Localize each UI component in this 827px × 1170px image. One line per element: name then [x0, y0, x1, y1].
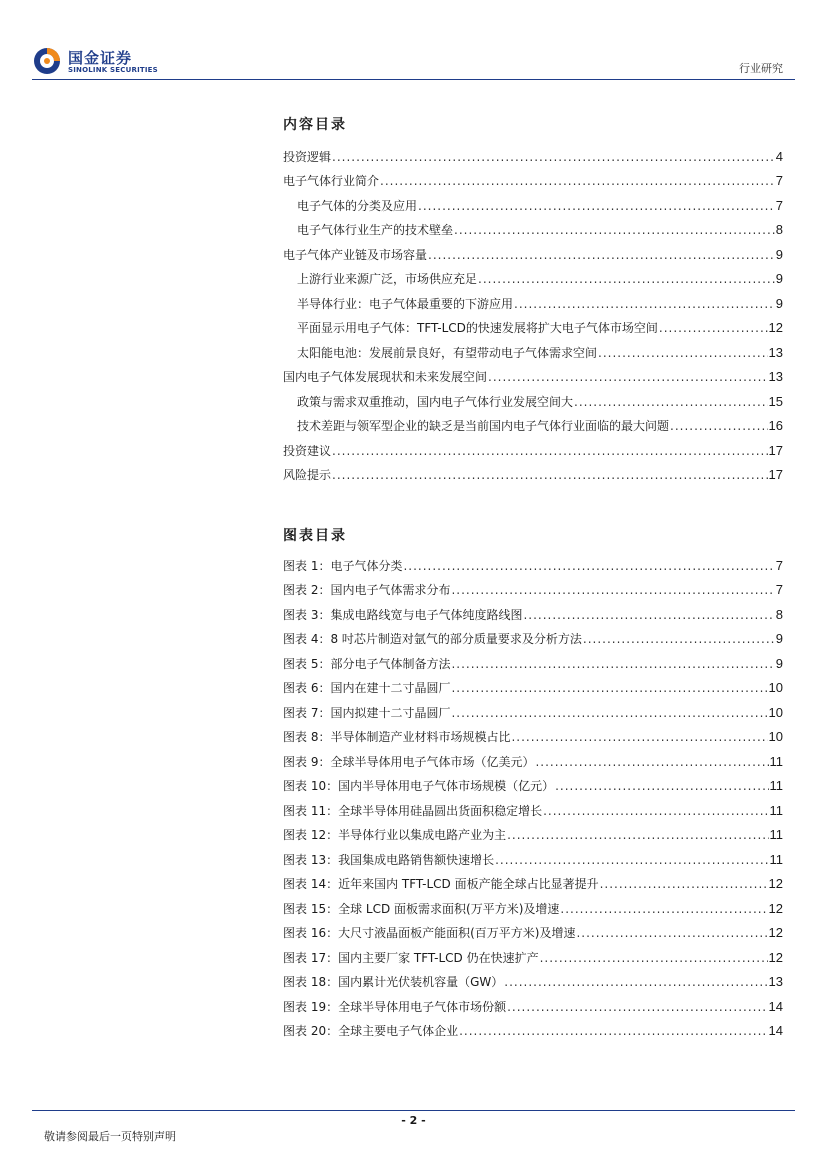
figure-entry-label: 图表 9：全球半导体用电子气体市场（亿美元）	[283, 754, 535, 769]
figure-entry-page: 12	[768, 925, 783, 940]
figure-entry[interactable]	[283, 917, 783, 942]
contents-entry-page: 8	[775, 222, 783, 237]
figures-title: 图表目录	[283, 528, 347, 544]
dot-leader	[555, 778, 768, 794]
contents-entry-label: 上游行业来源广泛，市场供应充足	[297, 272, 478, 286]
figure-entry-label: 图表 19：全球半导体用电子气体市场份额	[283, 999, 507, 1014]
dot-leader	[511, 729, 767, 745]
dot-leader	[670, 418, 768, 434]
figure-entry-label: 图表 4：8 吋芯片制造对氩气的部分质量要求及分析方法	[283, 632, 582, 646]
contents-entry[interactable]	[283, 140, 783, 165]
contents-entry-page: 16	[768, 418, 783, 433]
contents-entry-label: 技术差距与领军型企业的缺乏是当前国内电子气体行业面临的最大问题	[297, 419, 670, 433]
contents-entry-label: 平面显示用电子气体：TFT-LCD的快速发展将扩大电子气体市场空间	[297, 321, 658, 335]
dot-leader	[583, 631, 775, 647]
figure-entry[interactable]	[283, 770, 783, 795]
dot-leader	[332, 149, 775, 165]
figure-entry[interactable]	[283, 574, 783, 599]
figure-entry-label: 图表 17：国内主要厂家 TFT-LCD 仍在快速扩产	[283, 950, 539, 965]
figure-entry[interactable]	[283, 819, 783, 844]
contents-entry-label: 电子气体行业生产的技术壁垒	[297, 223, 454, 237]
figure-entry[interactable]	[283, 892, 783, 917]
figure-entry[interactable]	[283, 966, 783, 991]
dot-leader	[332, 443, 768, 459]
dot-leader	[598, 345, 768, 361]
dot-leader	[418, 198, 775, 214]
figure-entry-label: 图表 14：近年来国内 TFT-LCD 面板产能全球占比显著提升	[283, 877, 599, 891]
contents-entry[interactable]	[283, 434, 783, 459]
dot-leader	[543, 803, 768, 819]
company-logo	[32, 46, 162, 80]
figure-entry-label: 图表 18：国内累计光伏装机容量（GW）	[283, 975, 504, 989]
contents-entry-page: 9	[775, 246, 783, 262]
contents-entry[interactable]	[283, 459, 783, 484]
dot-leader	[451, 582, 774, 598]
figure-entry-label: 图表 8：半导体制造产业材料市场规模占比	[283, 730, 511, 744]
figure-entry[interactable]	[283, 868, 783, 893]
dot-leader	[478, 271, 775, 287]
contents-entry-page: 9	[775, 295, 783, 311]
contents-list	[283, 140, 783, 483]
contents-entry-label: 政策与需求双重推动，国内电子气体行业发展空间大	[297, 394, 574, 409]
figure-entry[interactable]	[283, 672, 783, 697]
dot-leader	[428, 247, 775, 263]
contents-entry[interactable]	[283, 238, 783, 263]
dot-leader	[380, 173, 775, 189]
dot-leader	[576, 925, 767, 941]
contents-entry-page: 13	[768, 344, 783, 360]
contents-entry-page: 12	[768, 320, 783, 335]
figure-entry-page: 7	[775, 582, 783, 597]
contents-entry[interactable]	[283, 312, 783, 337]
dot-leader	[523, 607, 774, 623]
page-header	[0, 0, 827, 82]
figure-entry[interactable]	[283, 696, 783, 721]
figure-entry-label: 图表 16：大尺寸液晶面板产能面积(百万平方米)及增速	[283, 926, 576, 940]
figure-entry[interactable]	[283, 941, 783, 966]
dot-leader	[504, 974, 767, 990]
figure-entry[interactable]	[283, 623, 783, 648]
contents-entry[interactable]	[283, 214, 783, 239]
figure-entry[interactable]	[283, 745, 783, 770]
header-divider	[32, 79, 795, 80]
contents-entry-label: 太阳能电池：发展前景良好，有望带动电子气体需求空间	[297, 345, 598, 360]
figure-entry-page: 10	[768, 680, 783, 695]
contents-entry-page: 4	[775, 148, 783, 164]
dot-leader	[451, 656, 774, 672]
figure-entry-label: 图表 15：全球 LCD 面板需求面积(万平方米)及增速	[283, 901, 560, 916]
figure-entry-label: 图表 6：国内在建十二寸晶圆厂	[283, 681, 451, 695]
figure-entry-page: 10	[768, 704, 783, 720]
contents-entry[interactable]	[283, 263, 783, 288]
figure-entry-page: 12	[768, 876, 783, 891]
contents-entry-page: 15	[768, 393, 783, 409]
contents-entry[interactable]	[283, 385, 783, 410]
sinolink-logo-icon	[32, 46, 62, 76]
figure-entry-label: 图表 12：半导体行业以集成电路产业为主	[283, 828, 507, 842]
dot-leader	[495, 852, 768, 868]
figure-entry-label: 图表 2：国内电子气体需求分布	[283, 583, 451, 597]
figure-entry-page: 13	[768, 974, 783, 989]
contents-entry[interactable]	[283, 361, 783, 386]
figure-entry-label: 图表 5：部分电子气体制备方法	[283, 656, 451, 671]
figure-entry[interactable]	[283, 598, 783, 623]
figure-entry-label: 图表 7：国内拟建十二寸晶圆厂	[283, 705, 451, 720]
contents-entry-label: 风险提示	[283, 468, 332, 482]
dot-leader	[507, 827, 768, 843]
figure-entry-page: 11	[769, 802, 783, 818]
figure-entry-page: 7	[775, 557, 783, 573]
figure-entry-label: 图表 20：全球主要电子气体企业	[283, 1024, 459, 1038]
figure-entry-label: 图表 3：集成电路线宽与电子气体纯度路线图	[283, 607, 523, 622]
contents-entry[interactable]	[283, 189, 783, 214]
figure-entry-page: 12	[768, 949, 783, 965]
dot-leader	[560, 901, 767, 917]
figures-list	[283, 549, 783, 1039]
figure-entry[interactable]	[283, 794, 783, 819]
disclaimer-note: 敬请参阅最后一页特别声明	[44, 1130, 176, 1143]
figure-entry-page: 11	[769, 827, 783, 842]
figure-entry-page: 9	[775, 655, 783, 671]
dot-leader	[514, 296, 775, 312]
figure-entry-label: 图表 13：我国集成电路销售额快速增长	[283, 852, 495, 867]
contents-entry[interactable]	[283, 336, 783, 361]
report-category: 行业研究	[739, 62, 783, 75]
dot-leader	[507, 999, 767, 1015]
dot-leader	[459, 1023, 767, 1039]
figure-entry-page: 11	[769, 753, 783, 769]
brand-name-en: SINOLINK SECURITIES	[68, 66, 158, 74]
page-number: - 2 -	[401, 1114, 426, 1127]
figure-entry-page: 11	[769, 778, 783, 793]
contents-title: 内容目录	[283, 117, 347, 133]
footer-divider	[32, 1110, 795, 1111]
figure-entry-page: 9	[775, 631, 783, 646]
figure-entry-label: 图表 10：国内半导体用电子气体市场规模（亿元）	[283, 779, 555, 793]
dot-leader	[451, 705, 767, 721]
contents-entry-page: 7	[775, 197, 783, 213]
contents-entry-page: 17	[768, 467, 783, 482]
contents-entry-label: 半导体行业：电子气体最重要的下游应用	[297, 296, 514, 311]
contents-entry-page: 13	[768, 369, 783, 384]
contents-entry-label: 投资建议	[283, 443, 332, 458]
contents-entry-label: 投资逻辑	[283, 149, 332, 164]
contents-entry-label: 电子气体行业简介	[283, 174, 380, 188]
figure-entry[interactable]	[283, 647, 783, 672]
contents-entry[interactable]	[283, 165, 783, 190]
contents-entry-label: 国内电子气体发展现状和未来发展空间	[283, 370, 488, 384]
dot-leader	[451, 680, 767, 696]
contents-entry-page: 7	[775, 173, 783, 188]
dot-leader	[574, 394, 768, 410]
contents-entry[interactable]	[283, 410, 783, 435]
dot-leader	[332, 467, 768, 483]
figure-entry[interactable]	[283, 843, 783, 868]
dot-leader	[403, 558, 774, 574]
figure-entry-page: 14	[768, 998, 783, 1014]
contents-entry[interactable]	[283, 287, 783, 312]
contents-entry-page: 17	[768, 442, 783, 458]
figure-entry-label: 图表 1：电子气体分类	[283, 558, 403, 573]
dot-leader	[488, 369, 768, 385]
figure-entry-page: 10	[768, 729, 783, 744]
figure-entry[interactable]	[283, 1015, 783, 1040]
dot-leader	[600, 876, 768, 892]
figure-entry[interactable]	[283, 721, 783, 746]
dot-leader	[540, 950, 768, 966]
brand-name-cn: 国金证券	[68, 49, 133, 67]
figure-entry-page: 12	[768, 900, 783, 916]
figure-entry-page: 14	[768, 1023, 783, 1038]
dot-leader	[535, 754, 768, 770]
contents-entry-label: 电子气体产业链及市场容量	[283, 247, 428, 262]
dot-leader	[659, 320, 768, 336]
figure-entry-page: 11	[769, 851, 783, 867]
contents-entry-page: 9	[775, 271, 783, 286]
contents-entry-label: 电子气体的分类及应用	[297, 198, 418, 213]
figure-entry[interactable]	[283, 549, 783, 574]
figure-entry-page: 8	[775, 606, 783, 622]
figure-entry-label: 图表 11：全球半导体用硅晶圆出货面积稳定增长	[283, 803, 543, 818]
figure-entry[interactable]	[283, 990, 783, 1015]
dot-leader	[454, 222, 775, 238]
